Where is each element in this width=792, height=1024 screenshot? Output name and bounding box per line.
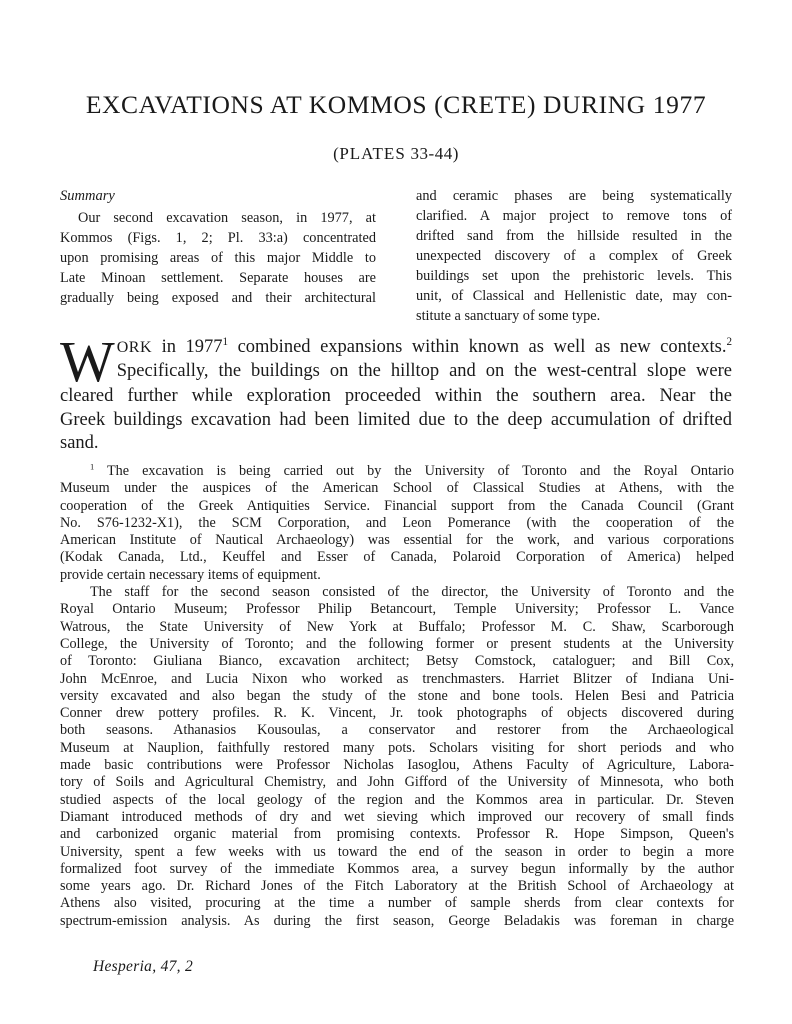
- footnote-line: John McEnroe, and Lucia Nixon who worked as trenchmasters. Harriet Blitzer of Indiana Uni-: [60, 670, 734, 687]
- plates-open: (: [333, 144, 340, 163]
- summary-heading: Summary: [60, 188, 115, 204]
- drop-cap: W: [60, 329, 115, 394]
- footnote-line: tory of Soils and Agricultural Chemistry, and John Gifford of the University of Minnesota, who both: [60, 774, 734, 791]
- footnotes-section: [60, 463, 734, 930]
- footnote-line: and carbonized organic material from promising contexts. Professor R. Hope Simpson, Queen's: [60, 826, 734, 843]
- footnote-line: formalized foot survey of the immediate Kommos area, a survey begun informally by the author: [60, 860, 734, 877]
- footnote-line: Royal Ontario Museum; Professor Philip Betancourt, Temple University; Professor L. Vance: [60, 601, 734, 618]
- intro-line-1: [60, 336, 732, 360]
- summary-line: unexpected discovery of a complex of Greek: [416, 248, 732, 264]
- intro-paragraph: [60, 329, 732, 456]
- intro-line-2: Specifically, the buildings on the hilltop and on the west-central slope were: [116, 360, 732, 381]
- footnote-line: cooperation of the Greek Antiquities Service. Financial support from the Canada Council (Grant: [60, 497, 734, 514]
- footnote-marker: 1: [90, 461, 95, 472]
- footnote-line: Museum under the auspices of the American School of Classical Studies at Athens, with the: [60, 480, 734, 497]
- footnote-line: Watrous, the State University of New York at Buffalo; Professor M. C. Shaw, Scarborough: [60, 618, 734, 635]
- summary-line: Late Minoan settlement. Separate houses are: [60, 270, 376, 286]
- footnote-line: (Kodak Canada, Ltd., Keuffel and Esser of Canada, Polaroid Corporation of America) helped: [60, 549, 734, 566]
- plates-reference: [0, 144, 792, 164]
- footnote-line: Diamant introduced methods of dry and wet sieving which improved our recovery of small finds: [60, 808, 734, 825]
- footnote-line: No. S76-1232-X1), the SCM Corporation, and Leon Pomerance (with the cooperation of the: [60, 514, 734, 531]
- footnote-ref-2[interactable]: 2: [726, 335, 732, 348]
- plates-label-text: PLATES: [339, 144, 406, 163]
- intro-line-1-rest: combined expansions within known as well as new contexts.: [228, 337, 727, 357]
- footnote-ref-1[interactable]: 1: [222, 335, 229, 348]
- summary-line: drifted sand from the hillside resulted in the: [416, 228, 732, 244]
- journal-citation: Hesperia, 47, 2: [93, 958, 194, 975]
- intro-year: in 1977: [152, 337, 223, 357]
- footnote-line: The staff for the second season consisted of the director, the University of Toronto and the: [90, 584, 734, 601]
- footnote-line: made basic contributions were Professor Nicholas Iasoglou, Athens Faculty of Agriculture, Labora-: [60, 757, 734, 774]
- footnote-line: of Toronto: Giuliana Bianco, excavation architect; Betsy Comstock, cataloguer; and Bill Cox,: [60, 653, 734, 670]
- intro-line-4: Greek buildings excavation had been limited due to the deep accumulation of drifted: [60, 409, 732, 430]
- article-title: EXCAVATIONS AT KOMMOS (CRETE) DURING 1977: [85, 90, 707, 119]
- footnote-line: Athens also visited, procuring at the time a number of sample sherds from clear contexts for: [60, 895, 734, 912]
- footnote-text: The excavation is being carried out by the University of Toronto and the Royal Ontario: [107, 463, 734, 479]
- summary-line: Kommos (Figs. 1, 2; Pl. 33:a) concentrated: [60, 230, 376, 246]
- summary-line: and ceramic phases are being systematically: [416, 188, 732, 204]
- summary-line: stitute a sanctuary of some type.: [416, 308, 601, 324]
- intro-first-word: ORK: [116, 339, 153, 356]
- summary-section: [60, 186, 732, 326]
- footnote-line: University, spent a few weeks with us toward the end of the season in order to begin a more: [60, 843, 734, 860]
- footnote-line: [60, 463, 734, 480]
- summary-left-column: [60, 186, 376, 326]
- summary-line: clarified. A major project to remove tons of: [416, 208, 732, 224]
- footnote-line: Conner drew pottery profiles. R. K. Vincent, Jr. took photographs of objects discovered during: [60, 705, 734, 722]
- footnote-line: studied aspects of the local geology of the region and the Kommos area in particular. Dr. Steven: [60, 791, 734, 808]
- plates-range: 33-44): [410, 144, 459, 163]
- summary-line: unit, of Classical and Hellenistic date, may con-: [416, 288, 732, 304]
- footnote-line: some years ago. Dr. Richard Jones of the Fitch Laboratory at the British School of Archaeology at: [60, 878, 734, 895]
- summary-line: gradually being exposed and their architectural: [60, 290, 376, 306]
- footnote-line: American Institute of Nautical Archaeology) was essential for the work, and various corporations: [60, 532, 734, 549]
- summary-line: buildings set upon the prehistoric levels. This: [416, 268, 732, 284]
- intro-line-5: sand.: [60, 433, 99, 454]
- footnote-line: spectrum-emission analysis. As during the first season, George Beladakis was foreman in charge: [60, 912, 734, 929]
- footnote-line: versity excavated and also began the study of the stone and bone tools. Helen Besi and Patricia: [60, 687, 734, 704]
- footnote-line: provide certain necessary items of equipment.: [60, 566, 321, 583]
- footnote-line: College, the University of Toronto; and the following former or present students at the University: [60, 635, 734, 652]
- summary-line: Our second excavation season, in 1977, at: [78, 210, 376, 226]
- summary-line: upon promising areas of this major Middle to: [60, 250, 376, 266]
- footnote-line: both seasons. Athanasios Kousoulas, a conservator and restorer from the Archaeological: [60, 722, 734, 739]
- footnote-line: Museum at Nauplion, faithfully restored many pots. Scholars visiting for short periods and who: [60, 739, 734, 756]
- plates-label: [339, 144, 405, 163]
- intro-line-3: cleared further while exploration proceeded within the southern area. Near the: [60, 386, 732, 406]
- summary-right-column: [416, 186, 732, 326]
